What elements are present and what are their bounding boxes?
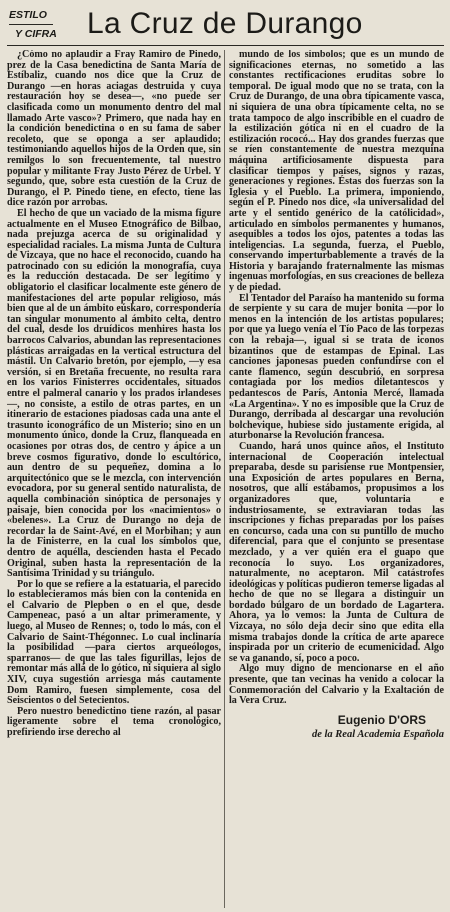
paragraph: Cuando, hará unos quince años, el Instituto internacional de Cooperación intelectual preparaba, desde su parisiense rue Montpensier, una Exposición de artes populares en Berna, nosotros, que allí estábamos, propusimos a los organizadores que, voluntaria e industriosamente, se extraviaran todas las inscripciones y fichas preparadas por los países en concurso, cada una con su puntillo de mucho diferencial, para que el conjunto se presentase mezclado, y a ver quién era el guapo que reconocía lo suyo. Los organizadores, naturalmente, no aceptaron. Mil catástrofes ideológicas y políticas pudieron temerse ligadas al hecho de que no se llegara a distinguir un bordado búlgaro de un bordado de Lagartera. Ahora, ya lo vemos: la Junta de Cultura de Vizcaya, no sólo deja decir sino que edita ella misma trabajos donde la crítica de arte aparece inspirada por un criterio de ecumenicidad. Algo se va ganando, sí, poco a poco. — [229, 440, 444, 664]
paragraph: Pero nuestro benedictino tiene razón, al pasar ligeramente sobre el tema cronológico, prefiriendo irse derecho al — [7, 705, 221, 738]
article-body — [7, 50, 444, 908]
paragraph: El hecho de que un vaciado de la misma figure actualmente en el Museo Etnográfico de Bilbao, nada prejuzga acerca de su originalidad y especialidad raciales. La misma Junta de Cultura de Vizcaya, que no hace el reconocido, cuando ha patrocinado con su edición la monografía, cuya es la reducción destacada. De ser legítimo y obligatorio el clasificar localmente este género de manifestaciones del arte popular religioso, más bien que al de un ámbito eúskaro, correspondería tan singular monumento al ámbito celta, dentro del cual, desde los druídicos menhires hasta los barrocos Calvarios, abundan las representaciones plásticas arraigadas en la vertical estructura del mástil. Un Calvario bretón, por ejemplo, —y esa versión, si en Bretaña frecuente, no resulta rara en los varios Finisterres occidentales, situados entre el palmeral canario y los prados irlandeses—, no consiste, a estilo de otras partes, en un itinerario de estaciones piadosas cada una ante el trasunto iconográfico de un Misterio; sino en un monumento único, donde la Cruz, flanqueada en ocasiones por otras dos, de centro y ápice a un breve cosmos figurativo, donde lo escultórico, aun dentro de su pequeñez, domina a lo arquitectónico que se le mezcla, con intervención evocadora, por su general sentido naturalista, de aquella combinación sinóptica de personajes y paisaje, bien conocida por los «nacimientos» o «belenes». La Cruz de Durango no deja de recordar la de Saint-Avé, en el Morbihan; y aun la de Finisterre, en la cual los símbolos que, dentro de aquélla, descienden hasta el Pecado Original, suben hasta la representación de la Santísima Trinidad y su triángulo. — [7, 207, 221, 580]
paragraph: mundo de los símbolos; que es un mundo de significaciones eternas, no sometido a las constantes rectificaciones eruditas sobre lo temporal. De igual modo que no se trata, con la Cruz de Durango, de una obra típicamente vasca, ni siquiera de una obra típicamente celta, no se trata tampoco de algo inscribible en el cuadro de la estilización gótica ni en el cuadro de la estilización rococó... Hay dos grandes fuerzas que se ríen constantemente de nuestra mezquina máquina artificiosamente dispuesta para clasificar tiempos y países, signos y razas, generaciones y regiones. Éstas dos fuerzas son la Iglesia y el Pueblo. La primera, imponiendo, según el P. Pinedo nos dice, «la universalidad del arte y el sentido genérico de la católicidad», articulado en símbolos permanentes y humanos, asequibles a todos los ojos, patentes a todas las inteligencias. La segunda, fuerza, el Pueblo, conservando imperturbablemente a través de la Historia y barajando fraternalmente las mismas ingenuas morfologías, en sus creaciones de belleza y de piedad. — [229, 50, 444, 294]
article-title: La Cruz de Durango — [87, 7, 363, 40]
paragraph: ¿Cómo no aplaudir a Fray Ramiro de Pinedo, prez de la Casa benedictina de Santa María de Estíbaliz, cuando nos dice que la Cruz de Durango —en horas aciagas destruida y cuya restauración hoy se desea—, «no puede ser clasificada como un monumento dentro del mal llamado Arte vasco»? Primero, que nada hay en la condición benedictina o en su fama de saber recoleto, que se oponga a ser aplaudido; testimoniando aquellos hijos de la Orden que, sin remilgos lo son frecuentemente, tal nuestro popular y militante Fray Justo Pérez de Urbel. Y segundo, que, sobre esta cuestión de la Cruz de Durango, el P. Pinedo tiene, en efecto, tiene las dice razón por arrobas. — [7, 50, 221, 209]
left-column — [7, 50, 221, 908]
section-kicker — [9, 6, 85, 42]
kicker-line-1: ESTILO — [9, 6, 53, 25]
kicker-line-2: Y CIFRA — [15, 28, 57, 40]
paragraph: El Tentador del Paraíso ha mantenido su forma de serpiente y su cara de mujer bonita —por lo menos en la intención de los artistas populares; por que ya luego venía el Tío Paco de las torpezas con la rebaja—, igual si se trata de iconos bizantinos que de estampas de Epinal. Las canciones japonesas pueden confundirse con el cante flamenco, según descubrió, en sorpresa contagiada por los medios diletantescos y pedantescos de París, Antonia Mercé, llamada «La Argentina». Y no es imposible que la Cruz de Durango, derribada al descargar una revolución bolchevique, hubiese sido justamente erigida, al aturbonarse la Revolución francesa. — [229, 292, 444, 442]
paragraph: Algo muy digno de mencionarse en el año presente, que tan vecinas ha venido a colocar la Conmemoración del Calvario y la Exaltación de la Vera Cruz. — [229, 663, 444, 707]
author-affiliation: de la Real Academia Española — [311, 728, 444, 740]
column-divider — [224, 50, 225, 908]
author-name: Eugenio D'ORS — [337, 712, 426, 727]
paragraph: Por lo que se refiere a la estatuaria, el parecido lo establecieramos más bien con la contenida en el Calvario de Plepben o en el que, desde Campeneac, pasó a un altar primeramente, y luego, al Museo de Rennes; o, todo lo más, con el Calvario de Saint-Thégonnec. Lo cual inclinaría la posibilidad —para ciertos arqueólogos, sparranos— de que las tales figurillas, lejos de remontar más allá de lo gótico, ni siquiera al siglo XIV, cuya sugestión arriesga más cautamente Dom Ramiro, fuesen simplemente, cosa del Seiscientos o del Setecientos. — [7, 578, 221, 707]
author-signature — [229, 713, 444, 741]
article-header — [7, 5, 444, 46]
right-column — [229, 50, 444, 908]
